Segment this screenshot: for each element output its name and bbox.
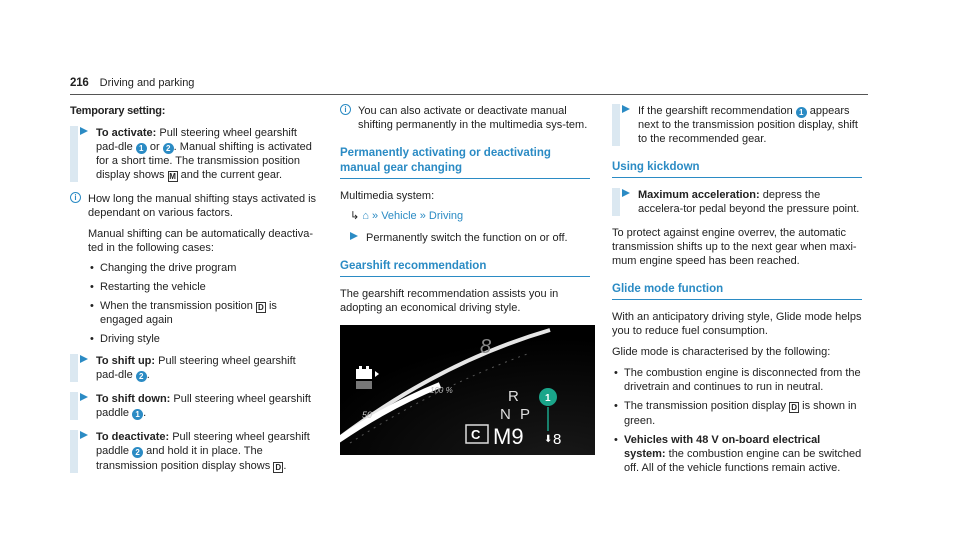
gear-p: P [520, 405, 531, 423]
step-bar [70, 430, 78, 472]
list-item-label: Vehicles with 48 V on-board electrical system: [624, 433, 821, 460]
column-1 [70, 104, 320, 483]
gear-n: N [500, 405, 511, 423]
current-gear: M9 [493, 423, 524, 449]
step-label: Maximum acceleration: [638, 188, 760, 201]
step-deactivate [70, 430, 320, 472]
gearshift-recommendation-heading: Gearshift recommendation [340, 259, 590, 277]
step-bar [70, 354, 78, 382]
step-text: Pull steering wheel gearshift pad-dle [96, 127, 297, 154]
step-label: To shift up: [96, 355, 156, 368]
step-bar [612, 104, 620, 146]
list-item [612, 433, 862, 475]
info-note [70, 192, 320, 346]
drive-program-c: C [471, 426, 481, 442]
kickdown-heading: Using kickdown [612, 160, 862, 178]
info-icon: i [340, 104, 351, 115]
step-text: and the current gear. [177, 169, 283, 182]
gear-d-icon: D [273, 462, 283, 473]
down-arrow-icon: ⬇ [544, 433, 553, 445]
list-item-text: is engaged again [100, 299, 277, 326]
menu-item-driving: Driving [428, 209, 464, 222]
callout-2-icon: 2 [163, 143, 174, 154]
chevron-icon: » [419, 209, 426, 222]
recommendation-body: The gearshift recommendation assists you in adopting an economical driving style. [340, 287, 559, 314]
kickdown-body: To protect against engine overrev, the automatic transmission shifts up to the next gear when maxi-mum engine speed has been reached. [612, 227, 857, 268]
section-title: Driving and parking [99, 77, 195, 89]
page-header [70, 76, 868, 95]
step-arrow-icon [80, 431, 88, 439]
list-item-text: The transmission position display [624, 400, 790, 413]
menu-arrow-icon: ↳ [350, 209, 360, 222]
gear-d-icon: D [789, 402, 799, 413]
step-text: . Manual shifting is activated for a short time. The transmission position display shows [96, 141, 312, 182]
list-item [88, 299, 320, 327]
list-item-text: the combustion engine can be switched off. All of the vehicle functions remain active. [624, 447, 862, 474]
note-text: You can also activate or deactivate manual shifting permanently in the multimedia sys-tem. [358, 105, 588, 132]
step-shift-down [70, 392, 320, 420]
step-text: appears next to the transmission position display, shift to the recommended gear. [638, 105, 858, 146]
gear-r: R [508, 387, 519, 405]
step-arrow-icon [80, 127, 88, 135]
step-activate [70, 126, 320, 182]
deactivation-cases [88, 261, 320, 346]
step-permanent [340, 231, 590, 245]
step-text: If the gearshift recommendation [638, 105, 796, 117]
step-arrow-icon [622, 189, 630, 197]
callout-2-icon: 2 [132, 447, 143, 458]
step-arrow-icon [80, 393, 88, 401]
step-text: . [143, 407, 147, 420]
list-item: • Restarting the vehicle [88, 280, 320, 294]
step-shift-up [70, 354, 320, 382]
callout-number: 1 [545, 392, 551, 404]
column-3 [612, 104, 862, 480]
dashboard-illustration [340, 325, 595, 455]
step-bar [70, 126, 78, 182]
permanent-manual-heading: Permanently activating or deactivating manual gear changing [340, 146, 590, 178]
callout-2-icon: 2 [136, 371, 147, 382]
step-text: Pull steering wheel gearshift paddle [96, 431, 310, 458]
step-text: Pull steering wheel gearshift pad-dle [96, 355, 296, 382]
step-label: To activate: [96, 127, 157, 140]
gear-m-icon: M [169, 172, 176, 182]
page-number: 216 [70, 77, 89, 89]
tach-percent: 100 % [430, 385, 453, 395]
callout-1-icon: 1 [796, 107, 807, 118]
list-item-text: is shown in green. [624, 400, 857, 427]
step-bar [70, 392, 78, 420]
recommended-gear: 8 [553, 430, 562, 448]
step-bar [612, 188, 620, 216]
home-icon: ⌂ [362, 209, 369, 222]
glide-body-2: Glide mode is characterised by the following: [612, 346, 831, 359]
list-item: • Changing the drive program [88, 261, 320, 275]
menu-item-vehicle: Vehicle [381, 209, 417, 222]
step-arrow-icon [350, 232, 358, 240]
step-text: or [146, 141, 163, 154]
info-note [340, 104, 590, 132]
glide-body-1: With an anticipatory driving style, Glide mode helps you to reduce fuel consumption. [612, 311, 862, 338]
list-item: • Driving style [88, 332, 320, 346]
step-label: To deactivate: [96, 431, 170, 444]
step-max-acceleration [612, 188, 862, 216]
step-label: To shift down: [96, 393, 171, 406]
step-text: Permanently switch the function on or off. [366, 231, 568, 244]
step-arrow-icon [80, 355, 88, 363]
chevron-icon: » [372, 209, 379, 222]
glide-characteristics [612, 366, 862, 475]
instrument-cluster-image [340, 325, 595, 455]
column-2 [340, 104, 590, 455]
gear-d-icon: D [256, 302, 266, 313]
step-text: . [146, 369, 150, 382]
callout-1-icon: 1 [132, 409, 143, 420]
temporary-setting-heading: Temporary setting: [70, 105, 166, 117]
step-text: and hold it in place. The transmission position display shows [96, 445, 274, 472]
glide-mode-heading: Glide mode function [612, 282, 862, 300]
step-text: depress the accelera-tor pedal beyond the pressure point. [638, 188, 860, 216]
menu-intro: Multimedia system: [340, 189, 435, 202]
note-text: Manual shifting can be automatically deactiva-ted in the following cases: [88, 227, 314, 254]
list-item [612, 399, 862, 427]
step-text: Pull steering wheel gearshift paddle [96, 393, 311, 420]
step-arrow-icon [622, 105, 630, 113]
step-shift-recommended [612, 104, 862, 146]
list-item: • The combustion engine is disconnected from the drivetrain and continues to run in neutral. [612, 366, 862, 394]
callout-1-icon: 1 [136, 143, 147, 154]
step-text: . [283, 459, 287, 472]
note-text: How long the manual shifting stays activated is dependant on various factors. [88, 193, 317, 220]
tach-fifty: 50 [362, 409, 373, 420]
tach-eight: 8 [480, 335, 492, 358]
list-item-text: When the transmission position [100, 299, 253, 312]
menu-path [350, 209, 590, 223]
info-icon: i [70, 192, 81, 203]
